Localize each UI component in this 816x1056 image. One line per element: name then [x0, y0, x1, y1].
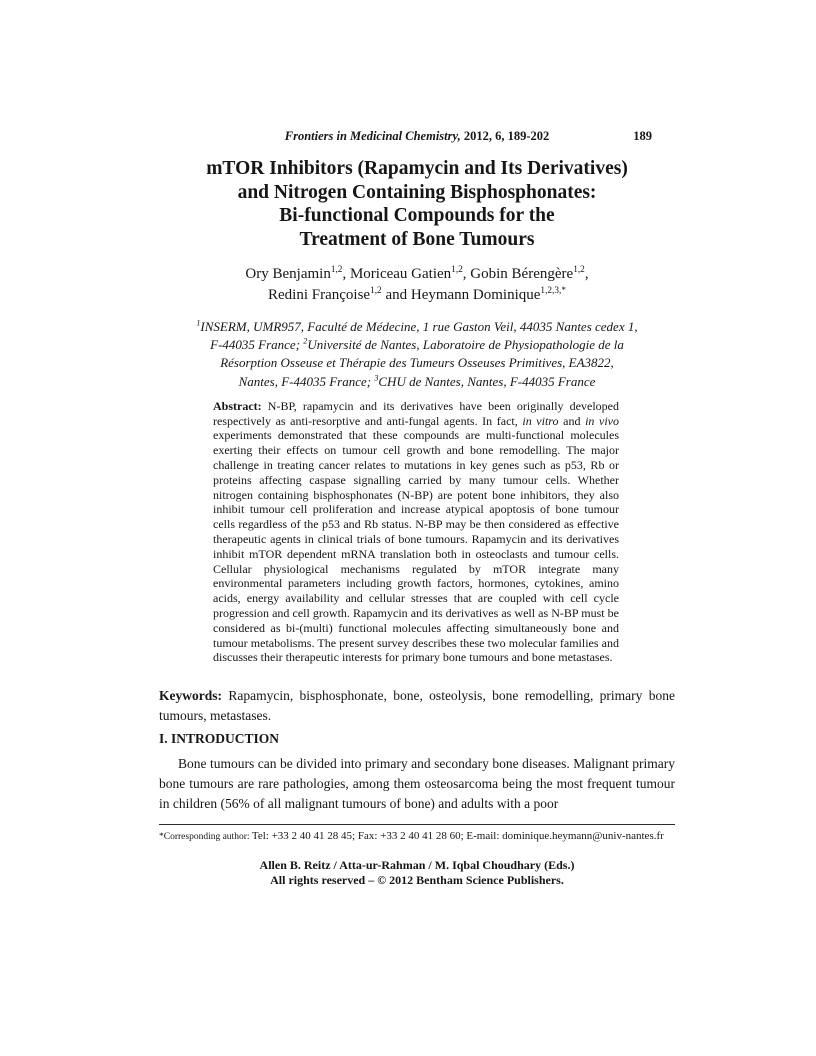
copyright-line: All rights reserved – © 2012 Bentham Science Publishers. — [270, 873, 564, 888]
abstract-text: experiments demonstrated that these compounds are multi-functional molecules exerting their effects on tumour cell growth and bone remodelling. The major challenge in treating cancer relates to mutations in key genes such as p53, Rb or proteins affecting caspase signalling carried by many tumour cells. Whether nitrogen containing bisphosphonates (N-BP) are potent bone inhibitors, they also inhibit tumour cell proliferation and increase atypical apoptosis of bone tumour cells regardless of the p53 and Rb status. N-BP may be then considered as effective therapeutic agents in clinical trials of bone tumours. Rapamycin and its derivatives inhibit mTOR dependent mRNA translation both in osteoclasts and tumour cells. Cellular physiological mechanisms regulated by mTOR integrate many environmental parameters including growth factors, hormones, cytokines, amino acids, energy availability and cellular stresses that are coupled with cell cycle progression and cell growth. Rapamycin and its derivatives as well as N-BP must be considered as bi-(multi) functional molecules affecting simultaneously bone and tumour metabolisms. The present survey describes these two molecular families and discusses their therapeutic interests for primary bone tumours and bone metastases. — [213, 428, 619, 665]
author-affiliation-superscript: 1,2 — [451, 265, 463, 275]
affiliation-line — [159, 373, 675, 391]
author-name: , Moriceau Gatien — [342, 266, 452, 282]
page-number: 189 — [633, 129, 652, 143]
affiliations-block — [159, 318, 675, 391]
journal-header — [159, 129, 675, 144]
paper-title-line: and Nitrogen Containing Bisphosphonates: — [237, 181, 597, 203]
affiliation-text: INSERM, UMR957, Faculté de Médecine, 1 rue Gaston Veil, 44035 Nantes cedex 1, — [200, 319, 638, 334]
abstract-italic-term: in vitro — [522, 413, 559, 428]
author-name: Redini Françoise — [268, 286, 371, 303]
abstract-label: Abstract: — [213, 398, 262, 413]
affiliation-text: CHU de Nantes, Nantes, F-44035 France — [378, 373, 596, 389]
introduction-paragraph: Bone tumours can be divided into primary and secondary bone diseases. Malignant primary bone tumours are rare pathologies, among them osteosarcoma being the most frequent tumour in children (56% of all malignant tumours of bone) and adults with a poor — [159, 756, 675, 811]
affiliation-superscript: 1 — [196, 318, 201, 328]
editors-line: Allen B. Reitz / Atta-ur-Rahman / M. Iqbal Choudhary (Eds.) — [259, 857, 575, 872]
affiliation-line — [159, 336, 675, 354]
author-affiliation-superscript: 1,2 — [370, 285, 382, 296]
author-affiliation-superscript: 1,2,3,* — [540, 285, 566, 296]
author-name: , Gobin Bérengère — [462, 266, 574, 282]
author-name: and Heymann Dominique — [381, 286, 541, 303]
publisher-credits — [159, 858, 675, 889]
affiliation-text: Nantes, F-44035 France; — [238, 373, 375, 389]
affiliation-superscript: 2 — [303, 336, 308, 346]
paper-title-line: Bi-functional Compounds for the — [279, 205, 555, 226]
journal-name: Frontiers in Medicinal Chemistry, — [284, 129, 461, 143]
abstract-text: N-BP, rapamycin and its derivatives have been originally developed respectively as anti-resorptive and anti-fungal agents. In fact, — [213, 398, 619, 428]
affiliation-text: F-44035 France; — [210, 337, 304, 353]
abstract-text: and — [558, 413, 586, 428]
affiliation-line — [159, 354, 675, 372]
journal-citation: 2012, 6, 189-202 — [460, 129, 550, 143]
paper-title-line: Treatment of Bone Tumours — [299, 228, 535, 250]
footnote-lead: *Corresponding author: — [159, 831, 252, 842]
keywords-text: Rapamycin, bisphosphonate, bone, osteolysis, bone remodelling, primary bone tumours, metastases. — [159, 688, 675, 723]
author-name: Ory Benjamin — [245, 266, 331, 282]
authors-line-2 — [159, 285, 675, 306]
keywords-label: Keywords: — [159, 688, 222, 704]
affiliation-superscript: 3 — [374, 373, 379, 383]
paper-title — [159, 157, 675, 251]
affiliation-text: Résorption Osseuse et Thérapie des Tumeurs Osseuses Primitives, EA3822, — [220, 355, 614, 371]
authors-line-1 — [159, 264, 675, 285]
author-affiliation-superscript: 1,2 — [330, 265, 343, 275]
author-affiliation-superscript: 1,2 — [573, 265, 585, 275]
authors-block — [159, 264, 675, 305]
footnote-contact-text: Tel: +33 2 40 41 28 45; Fax: +33 2 40 41 28 60; E-mail: dominique.heymann@univ-nantes.fr — [251, 829, 664, 842]
affiliation-line — [159, 318, 675, 336]
keywords-paragraph — [159, 686, 675, 725]
corresponding-author-footnote — [159, 829, 675, 844]
section-heading-introduction: I. INTRODUCTION — [159, 731, 280, 747]
page-content-column — [159, 0, 675, 889]
paper-title-line: mTOR Inhibitors (Rapamycin and Its Derivatives) — [206, 158, 628, 179]
footnote-divider — [159, 824, 675, 825]
abstract-italic-term: in vivo — [585, 413, 619, 428]
affiliation-text: Université de Nantes, Laboratoire de Physiopathologie de la — [307, 337, 624, 353]
abstract-paragraph — [213, 399, 619, 665]
authors-line-separator: , — [584, 266, 589, 282]
